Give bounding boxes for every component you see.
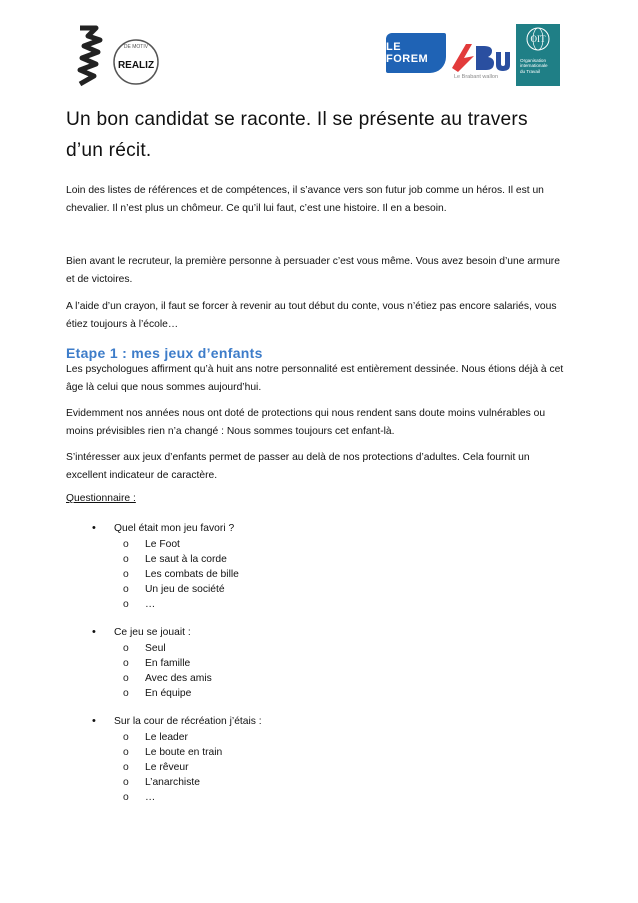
option-list [92, 537, 239, 612]
question-text: Ce jeu se jouait : [114, 626, 191, 638]
question-block [92, 519, 239, 612]
circle-bullet-icon: o [123, 554, 129, 565]
bullet-icon: • [92, 715, 96, 727]
step-title: Etape 1 : mes jeux d’enfants [66, 345, 263, 361]
question-block [92, 623, 212, 701]
oit-caption [520, 58, 560, 74]
list-item [123, 745, 262, 760]
oit-logo [516, 24, 560, 86]
circle-bullet-icon: o [123, 777, 129, 788]
brabant-wallon-caption: Le Brabant wallon [454, 74, 499, 80]
circle-bullet-icon: o [123, 673, 129, 684]
list-item [123, 597, 239, 612]
page-title: Un bon candidat se raconte. Il se présente au travers d’un récit. [66, 109, 528, 161]
list-item [123, 671, 212, 686]
list-item [123, 641, 212, 656]
question-block [92, 712, 262, 805]
questionnaire-label: Questionnaire : [66, 493, 136, 504]
paragraph-psychologues: Les psychologues affirment qu’à huit ans notre personnalité est entièrement dessinée. Nous étions déjà à cet âge là celui que nous sommes aujourd’hui. [66, 364, 564, 393]
option-text: Seul [145, 643, 166, 654]
option-text: Un jeu de société [145, 584, 225, 595]
forem-logo-text: LE FOREM [386, 41, 429, 65]
oit-caption-line: Organisation [520, 58, 547, 63]
brabant-wallon-logo [450, 38, 512, 84]
circle-bullet-icon: o [123, 658, 129, 669]
question-row [92, 519, 239, 537]
list-item [123, 537, 239, 552]
circle-bullet-icon: o [123, 643, 129, 654]
list-item [123, 567, 239, 582]
list-item [123, 552, 239, 567]
option-text: En famille [145, 658, 191, 669]
forem-logo [386, 33, 446, 73]
option-text: Le leader [145, 732, 188, 743]
option-text: … [145, 599, 156, 610]
list-item [123, 656, 212, 671]
list-item [123, 730, 262, 745]
option-text: Les combats de bille [145, 569, 239, 580]
question-row [92, 623, 212, 641]
oit-mark: OIT [530, 34, 546, 44]
question-text: Quel était mon jeu favori ? [114, 522, 235, 534]
circle-bullet-icon: o [123, 569, 129, 580]
bullet-icon: • [92, 626, 96, 638]
paragraph-crayon: A l’aide d’un crayon, il faut se forcer à revenir au tout début du conte, vous n’étiez pas encore salariés, vous étiez toujours à l’école… [66, 301, 557, 330]
realiz-logo [70, 22, 165, 92]
oit-globe-icon [516, 24, 560, 56]
list-item [123, 582, 239, 597]
option-text: L’anarchiste [145, 777, 200, 788]
circle-bullet-icon: o [123, 539, 129, 550]
bullet-icon: • [92, 522, 96, 534]
option-text: Avec des amis [145, 673, 212, 684]
option-text: Le Foot [145, 539, 180, 550]
option-list [92, 641, 212, 701]
spiral-staircase-icon [70, 22, 165, 92]
circle-bullet-icon: o [123, 688, 129, 699]
circle-bullet-icon: o [123, 762, 129, 773]
oit-caption-line: du Travail [520, 68, 540, 74]
realiz-top-text: DE MOTIV [123, 44, 149, 50]
paragraph-jeux: S’intéresser aux jeux d’enfants permet de passer au delà de nos protections d’adultes. Cela fournit un excellent indicateur de caractère. [66, 452, 530, 481]
list-item [123, 790, 262, 805]
realiz-main-text: REALIZ [117, 60, 155, 71]
circle-bullet-icon: o [123, 599, 129, 610]
question-text: Sur la cour de récréation j’étais : [114, 715, 262, 727]
paragraph-protections: Evidemment nos années nous ont doté de protections qui nous rendent sans doute moins vulnérables ou moins prévisibles rien n’a changé : Nous sommes toujours cet enfant-là. [66, 408, 546, 437]
list-item [123, 686, 212, 701]
option-text: … [145, 792, 156, 803]
question-row [92, 712, 262, 730]
option-list [92, 730, 262, 805]
circle-bullet-icon: o [123, 732, 129, 743]
option-text: Le rêveur [145, 762, 189, 773]
option-text: Le boute en train [145, 747, 223, 758]
list-item [123, 775, 262, 790]
circle-bullet-icon: o [123, 747, 129, 758]
option-text: En équipe [145, 688, 192, 699]
circle-bullet-icon: o [123, 584, 129, 595]
circle-bullet-icon: o [123, 792, 129, 803]
option-text: Le saut à la corde [145, 554, 227, 565]
paragraph-recruteur: Bien avant le recruteur, la première personne à persuader c’est vous même. Vous avez besoin d’une armure et de victoires. [66, 256, 560, 285]
paragraph-intro: Loin des listes de références et de compétences, il s’avance vers son futur job comme un héros. Il est un chevalier. Il n’est plus un chômeur. Ce qu’il lui faut, c’est une histoire. Il en a besoin. [66, 185, 544, 214]
oit-caption-line: internationale [520, 63, 548, 69]
list-item [123, 760, 262, 775]
brabant-wallon-mark-icon [450, 38, 512, 74]
